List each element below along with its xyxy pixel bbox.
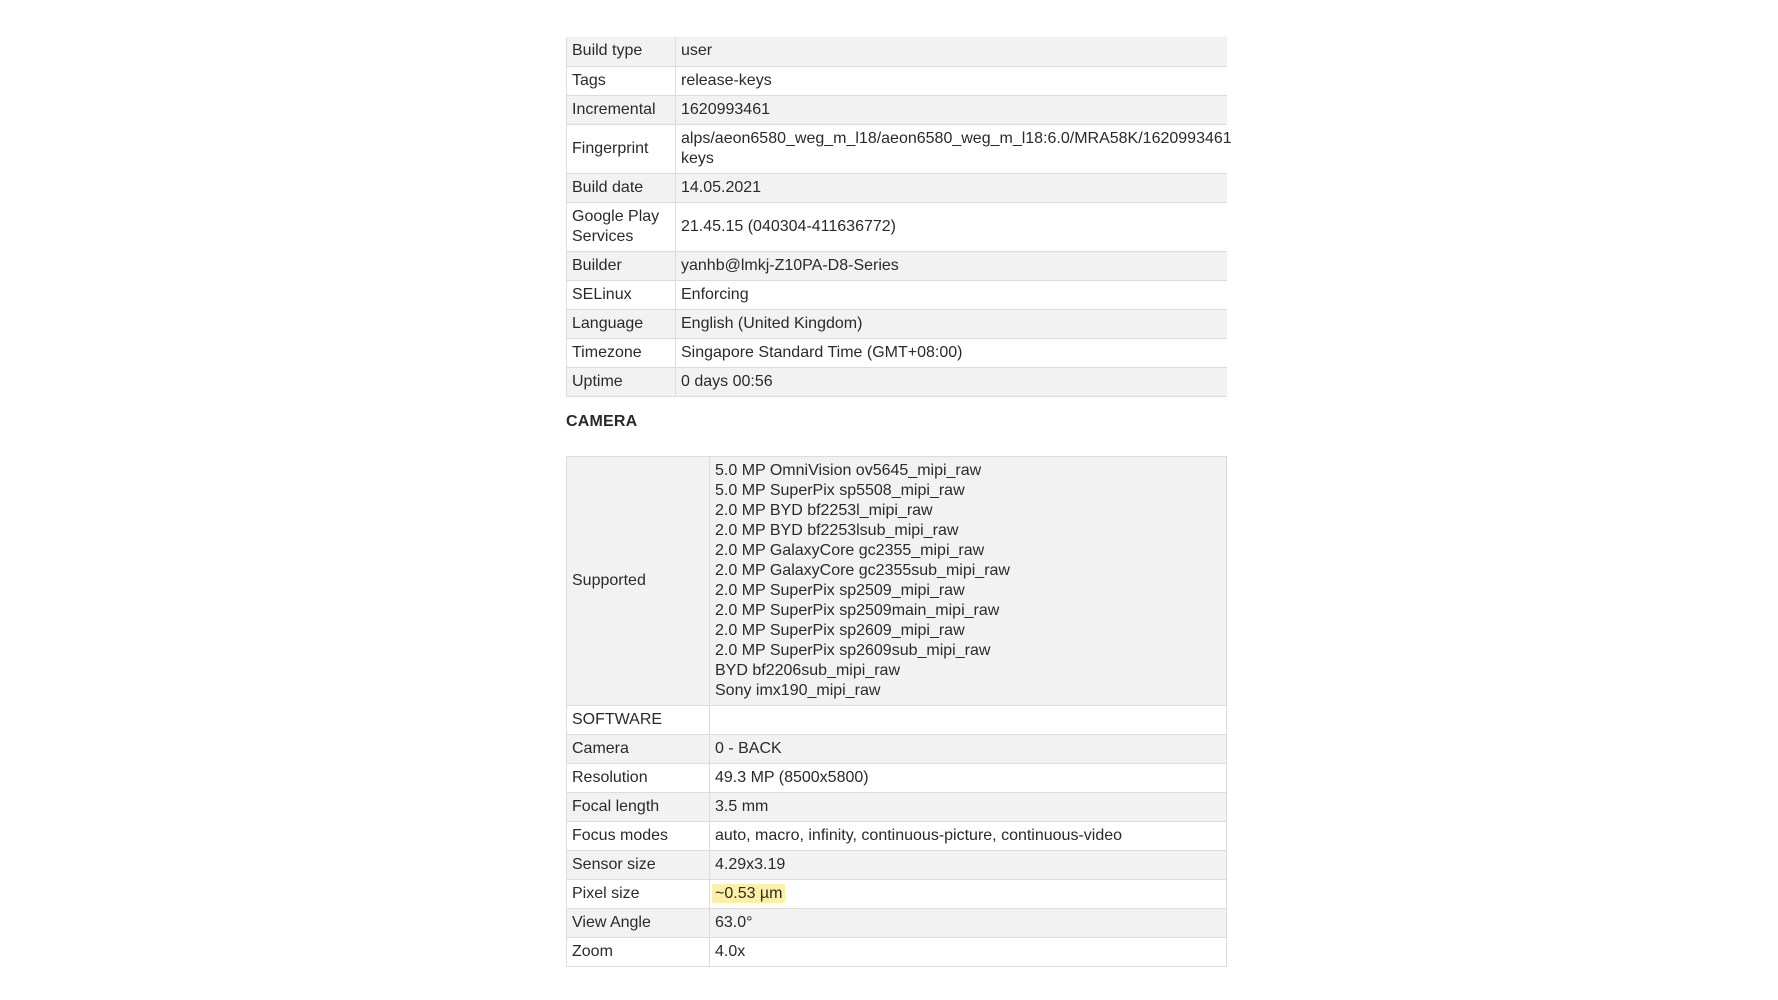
camera-info-table — [566, 456, 1227, 967]
selinux-value: Enforcing — [676, 280, 1228, 309]
tags-value: release-keys — [676, 66, 1228, 95]
table-row — [567, 706, 1227, 735]
table-row — [567, 309, 1228, 338]
builder-value: yanhb@lmkj-Z10PA-D8-Series — [676, 251, 1228, 280]
incremental-label: Incremental — [567, 95, 676, 124]
table-row — [567, 938, 1227, 967]
focus-modes-value: auto, macro, infinity, continuous-picture, continuous-video — [710, 822, 1227, 851]
list-item: 5.0 MP SuperPix sp5508_mipi_raw — [715, 482, 965, 499]
builder-label: Builder — [567, 251, 676, 280]
table-row — [567, 124, 1228, 173]
focal-length-label: Focal length — [567, 793, 710, 822]
table-row — [567, 202, 1228, 251]
resolution-label: Resolution — [567, 764, 710, 793]
build-type-label: Build type — [567, 37, 676, 66]
list-item: 2.0 MP SuperPix sp2509main_mipi_raw — [715, 602, 1000, 619]
list-item: Sony imx190_mipi_raw — [715, 682, 881, 699]
pixel-size-highlight: ~0.53 µm — [712, 884, 785, 903]
list-item: 2.0 MP GalaxyCore gc2355sub_mipi_raw — [715, 562, 1010, 579]
build-info-table — [566, 37, 1232, 397]
list-item: 2.0 MP SuperPix sp2509_mipi_raw — [715, 582, 965, 599]
table-row — [567, 95, 1228, 124]
zoom-value: 4.0x — [710, 938, 1227, 967]
table-row — [567, 37, 1228, 66]
language-value: English (United Kingdom) — [676, 309, 1228, 338]
software-label: SOFTWARE — [567, 706, 710, 735]
table-row — [567, 367, 1228, 396]
list-item: 2.0 MP SuperPix sp2609_mipi_raw — [715, 622, 965, 639]
camera-value: 0 - BACK — [710, 735, 1227, 764]
table-row — [567, 338, 1228, 367]
table-row — [567, 735, 1227, 764]
view-angle-label: View Angle — [567, 909, 710, 938]
uptime-label: Uptime — [567, 367, 676, 396]
table-row — [567, 173, 1228, 202]
table-row — [567, 822, 1227, 851]
list-item: 2.0 MP SuperPix sp2609sub_mipi_raw — [715, 642, 991, 659]
sensor-size-label: Sensor size — [567, 851, 710, 880]
table-row — [567, 251, 1228, 280]
list-item: 2.0 MP BYD bf2253l_mipi_raw — [715, 502, 933, 519]
fingerprint-value-line2: keys — [681, 149, 714, 167]
list-item: 2.0 MP GalaxyCore gc2355_mipi_raw — [715, 542, 985, 559]
list-item: BYD bf2206sub_mipi_raw — [715, 662, 900, 679]
resolution-value: 49.3 MP (8500x5800) — [710, 764, 1227, 793]
tags-label: Tags — [567, 66, 676, 95]
camera-section-title: CAMERA — [566, 413, 638, 430]
table-row — [567, 793, 1227, 822]
build-date-label: Build date — [567, 173, 676, 202]
table-row — [567, 457, 1227, 706]
build-date-value: 14.05.2021 — [676, 173, 1228, 202]
view-angle-value: 63.0° — [710, 909, 1227, 938]
pixel-size-value — [710, 880, 1227, 909]
focal-length-value: 3.5 mm — [710, 793, 1227, 822]
sensor-size-value: 4.29x3.19 — [710, 851, 1227, 880]
fingerprint-label: Fingerprint — [567, 124, 676, 173]
language-label: Language — [567, 309, 676, 338]
sensor-list — [715, 461, 1221, 701]
software-value — [710, 706, 1227, 735]
fingerprint-value-line1: alps/aeon6580_weg_m_l18/aeon6580_weg_m_l18:6.0/MRA58K/1620993461 — [681, 129, 1232, 147]
build-type-value: user — [676, 37, 1228, 66]
camera-label: Camera — [567, 735, 710, 764]
pixel-size-label: Pixel size — [567, 880, 710, 909]
supported-label: Supported — [567, 457, 710, 706]
table-row — [567, 851, 1227, 880]
table-row — [567, 66, 1228, 95]
table-row — [567, 909, 1227, 938]
supported-value — [710, 457, 1227, 706]
list-item: 2.0 MP BYD bf2253lsub_mipi_raw — [715, 522, 959, 539]
list-item: 5.0 MP OmniVision ov5645_mipi_raw — [715, 462, 982, 479]
google-play-services-value: 21.45.15 (040304-411636772) — [676, 202, 1228, 251]
google-play-services-label: Google Play Services — [567, 202, 676, 251]
zoom-label: Zoom — [567, 938, 710, 967]
table-row — [567, 880, 1227, 909]
selinux-label: SELinux — [567, 280, 676, 309]
incremental-value: 1620993461 — [676, 95, 1228, 124]
uptime-value: 0 days 00:56 — [676, 367, 1228, 396]
timezone-value: Singapore Standard Time (GMT+08:00) — [676, 338, 1228, 367]
table-row — [567, 280, 1228, 309]
focus-modes-label: Focus modes — [567, 822, 710, 851]
timezone-label: Timezone — [567, 338, 676, 367]
fingerprint-value — [676, 124, 1232, 173]
table-row — [567, 764, 1227, 793]
